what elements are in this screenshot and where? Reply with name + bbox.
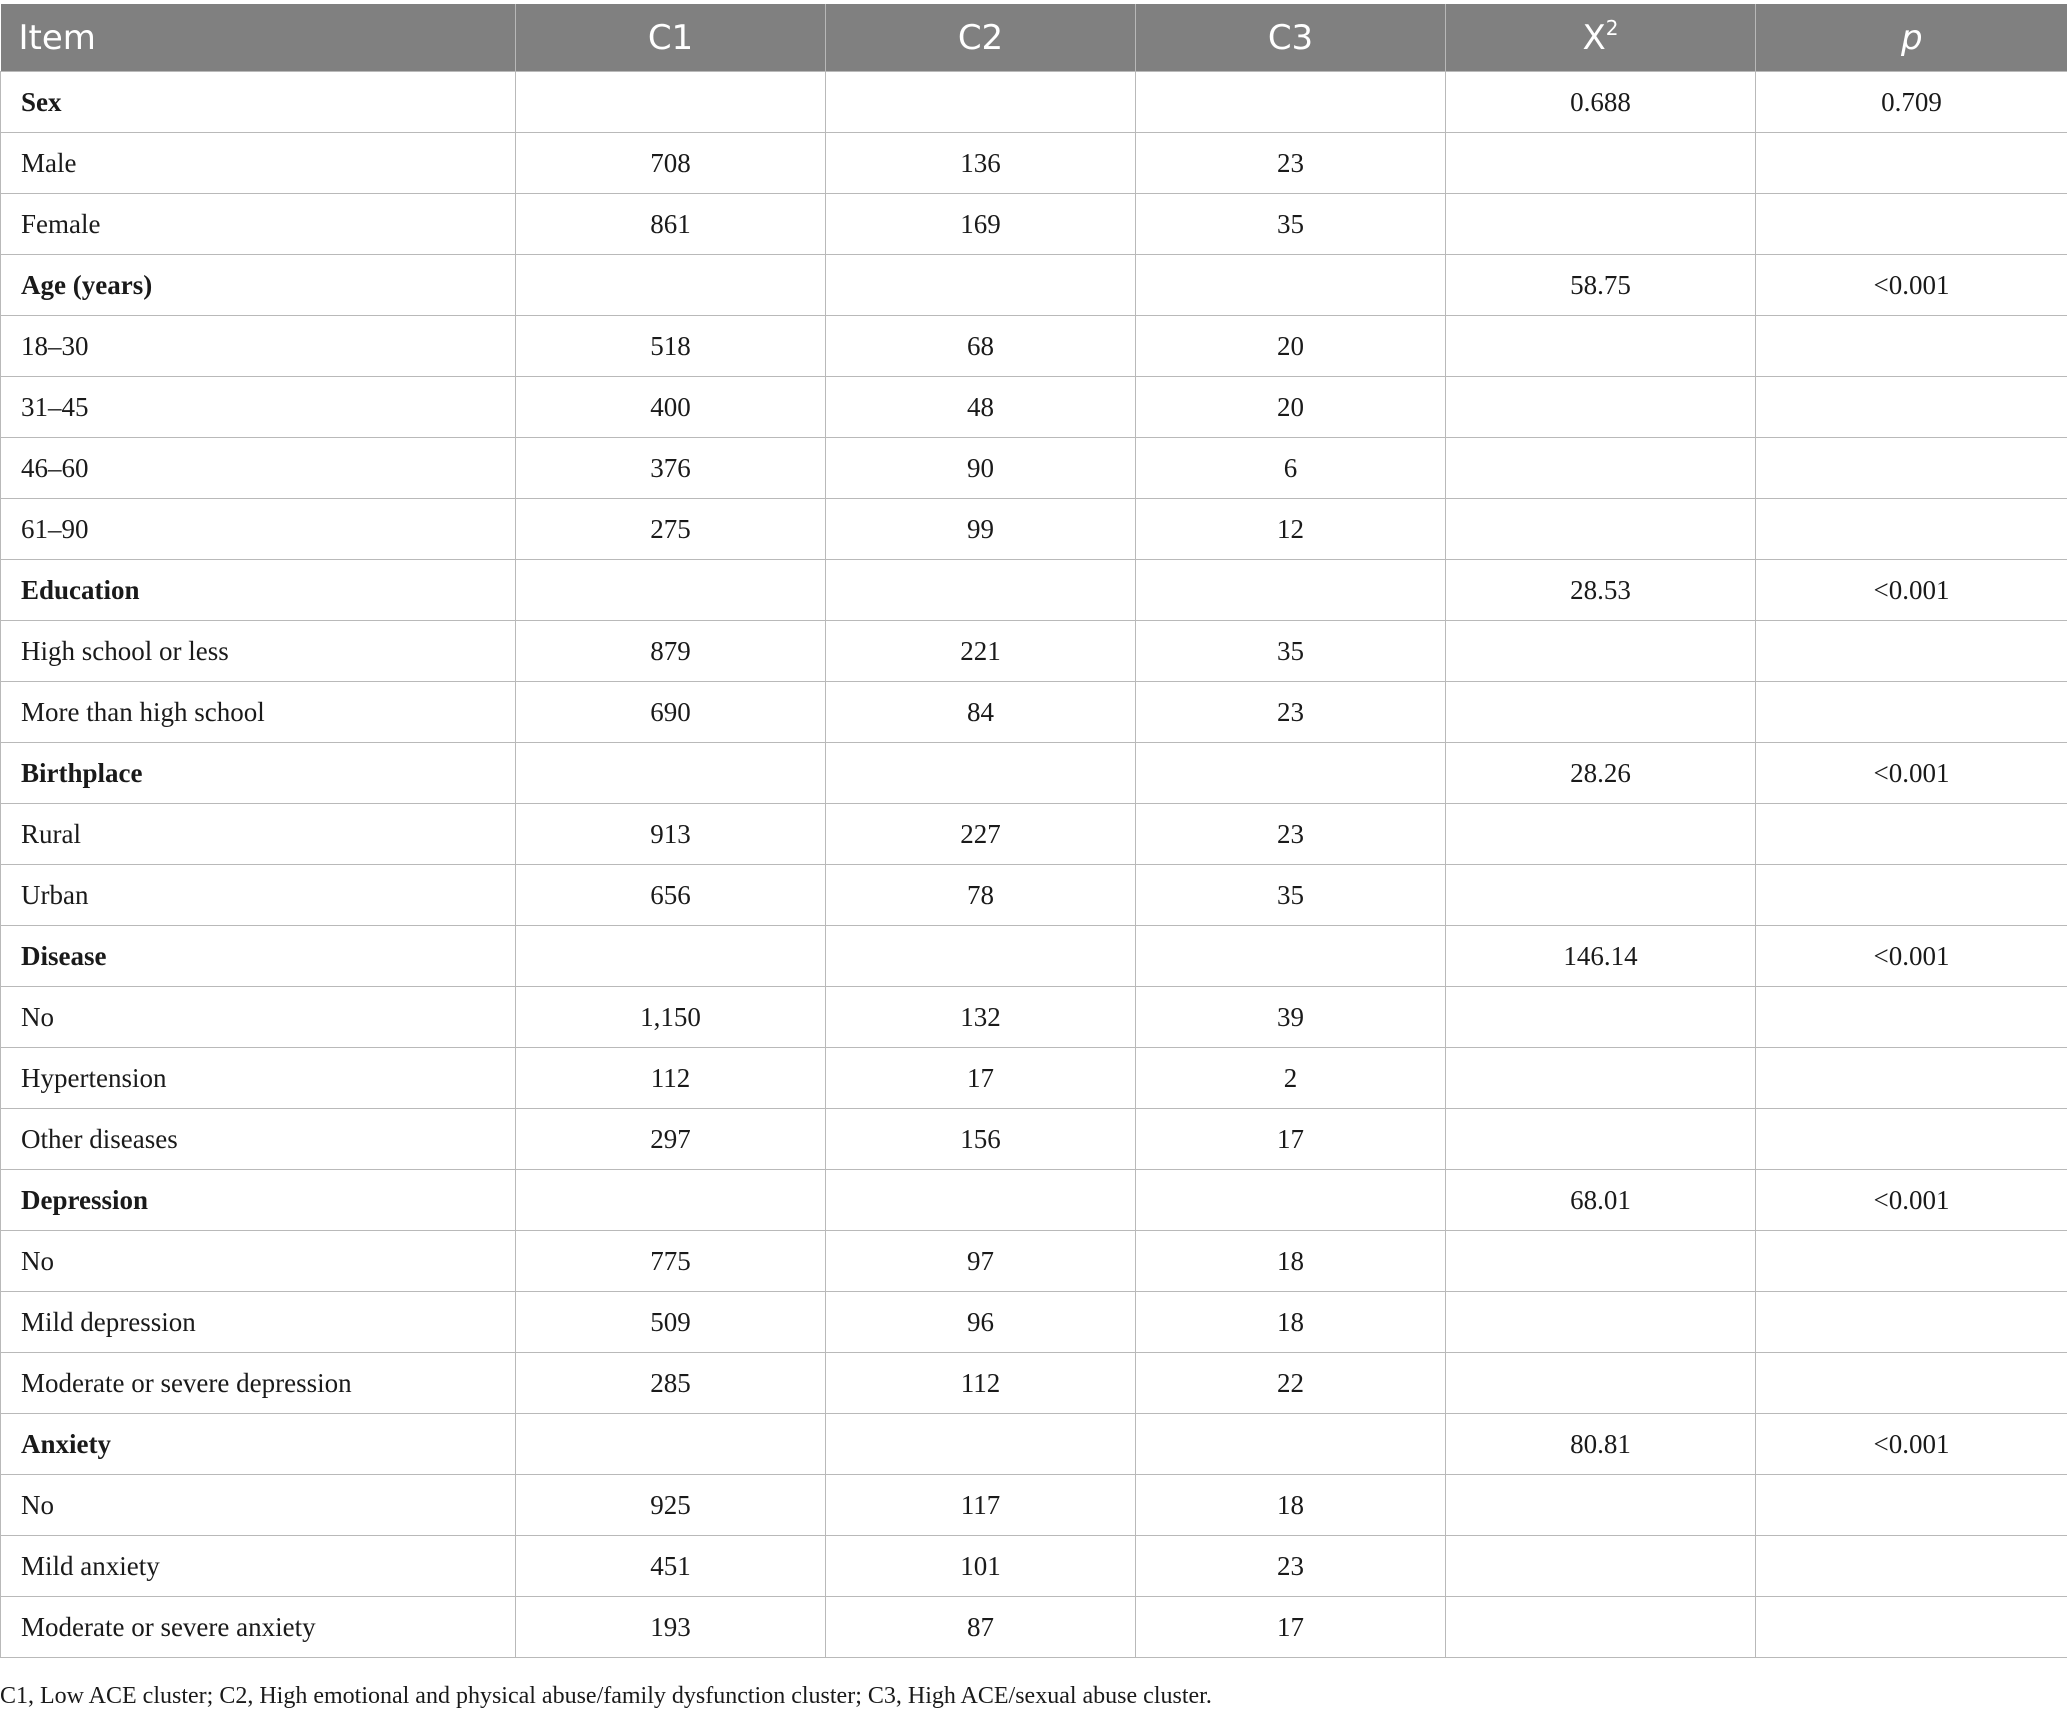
row-label: Mild anxiety — [1, 1536, 516, 1597]
cell-c1: 285 — [516, 1353, 826, 1414]
cell-p-value — [1756, 621, 2067, 682]
cell-c1: 193 — [516, 1597, 826, 1658]
cell-p-value — [1756, 377, 2067, 438]
cell-c3: 2 — [1136, 1048, 1446, 1109]
cell-c2 — [826, 255, 1136, 316]
table-container — [0, 4, 2067, 1658]
cell-c3 — [1136, 255, 1446, 316]
cell-p-value — [1756, 1231, 2067, 1292]
row-label: High school or less — [1, 621, 516, 682]
cell-chi-square — [1446, 499, 1756, 560]
cell-c2: 99 — [826, 499, 1136, 560]
cell-c3 — [1136, 926, 1446, 987]
cell-c1 — [516, 72, 826, 133]
row-label: 18–30 — [1, 316, 516, 377]
cell-c2: 136 — [826, 133, 1136, 194]
header-chi-square — [1446, 4, 1756, 72]
row-label: Sex — [1, 72, 516, 133]
table-row — [1, 682, 2067, 743]
cell-c1 — [516, 255, 826, 316]
cell-chi-square — [1446, 1536, 1756, 1597]
row-label: No — [1, 1475, 516, 1536]
table-row — [1, 1475, 2067, 1536]
table-row — [1, 194, 2067, 255]
cell-c1: 879 — [516, 621, 826, 682]
cell-p-value — [1756, 194, 2067, 255]
header-p: p — [1756, 4, 2067, 72]
cell-c1: 518 — [516, 316, 826, 377]
cell-c1: 400 — [516, 377, 826, 438]
table-footnote: C1, Low ACE cluster; C2, High emotional and physical abuse/family dysfunction cluster; C3, High ACE/sexual abuse cluster. — [0, 1683, 1212, 1709]
cell-c3: 23 — [1136, 682, 1446, 743]
cell-p-value — [1756, 682, 2067, 743]
cell-c1: 925 — [516, 1475, 826, 1536]
cell-p-value — [1756, 1353, 2067, 1414]
cell-c3: 18 — [1136, 1231, 1446, 1292]
cell-c1 — [516, 1414, 826, 1475]
cell-chi-square: 146.14 — [1446, 926, 1756, 987]
row-label: Depression — [1, 1170, 516, 1231]
cell-c2: 112 — [826, 1353, 1136, 1414]
cell-chi-square: 28.26 — [1446, 743, 1756, 804]
cell-p-value — [1756, 1048, 2067, 1109]
table-row — [1, 133, 2067, 194]
cell-c3 — [1136, 560, 1446, 621]
cell-p-value — [1756, 865, 2067, 926]
table-row — [1, 1353, 2067, 1414]
cell-chi-square — [1446, 987, 1756, 1048]
cell-p-value: <0.001 — [1756, 926, 2067, 987]
cell-c3: 35 — [1136, 194, 1446, 255]
row-label: No — [1, 1231, 516, 1292]
cell-c1: 913 — [516, 804, 826, 865]
cell-c2: 87 — [826, 1597, 1136, 1658]
cell-chi-square: 68.01 — [1446, 1170, 1756, 1231]
table-row — [1, 438, 2067, 499]
cell-p-value — [1756, 1475, 2067, 1536]
table-group-row — [1, 255, 2067, 316]
table-row — [1, 621, 2067, 682]
table-row — [1, 1109, 2067, 1170]
row-label: Age (years) — [1, 255, 516, 316]
header-c3: C3 — [1136, 4, 1446, 72]
table-group-row — [1, 743, 2067, 804]
cell-c3: 23 — [1136, 804, 1446, 865]
cell-c1: 451 — [516, 1536, 826, 1597]
row-label: Education — [1, 560, 516, 621]
cell-c2 — [826, 560, 1136, 621]
cell-p-value — [1756, 499, 2067, 560]
cell-c2: 132 — [826, 987, 1136, 1048]
cell-p-value: <0.001 — [1756, 560, 2067, 621]
cell-c3: 22 — [1136, 1353, 1446, 1414]
table-row — [1, 987, 2067, 1048]
cell-c2: 227 — [826, 804, 1136, 865]
cell-c2 — [826, 72, 1136, 133]
cell-chi-square — [1446, 1597, 1756, 1658]
cell-c1: 775 — [516, 1231, 826, 1292]
cell-c2: 84 — [826, 682, 1136, 743]
cell-p-value — [1756, 1292, 2067, 1353]
row-label: More than high school — [1, 682, 516, 743]
cell-p-value — [1756, 1536, 2067, 1597]
cell-c2: 156 — [826, 1109, 1136, 1170]
cell-p-value: <0.001 — [1756, 1170, 2067, 1231]
cell-c1 — [516, 560, 826, 621]
cell-chi-square — [1446, 377, 1756, 438]
table-row — [1, 377, 2067, 438]
cell-p-value: <0.001 — [1756, 1414, 2067, 1475]
cell-c2: 221 — [826, 621, 1136, 682]
cell-c1 — [516, 743, 826, 804]
row-label: No — [1, 987, 516, 1048]
cell-chi-square: 58.75 — [1446, 255, 1756, 316]
cell-chi-square — [1446, 1109, 1756, 1170]
row-label: Mild depression — [1, 1292, 516, 1353]
cell-c1: 297 — [516, 1109, 826, 1170]
table-row — [1, 1048, 2067, 1109]
cell-c2 — [826, 1414, 1136, 1475]
row-label: 31–45 — [1, 377, 516, 438]
table-group-row — [1, 72, 2067, 133]
header-item: Item — [1, 4, 516, 72]
cell-chi-square — [1446, 316, 1756, 377]
cell-chi-square — [1446, 621, 1756, 682]
table-row — [1, 1231, 2067, 1292]
cell-c2: 17 — [826, 1048, 1136, 1109]
row-label: Other diseases — [1, 1109, 516, 1170]
row-label: 61–90 — [1, 499, 516, 560]
cell-c1: 112 — [516, 1048, 826, 1109]
cell-c2: 90 — [826, 438, 1136, 499]
cell-c1: 656 — [516, 865, 826, 926]
cell-c3: 12 — [1136, 499, 1446, 560]
cell-c3 — [1136, 743, 1446, 804]
header-c2: C2 — [826, 4, 1136, 72]
cell-c3 — [1136, 1170, 1446, 1231]
cell-c1: 708 — [516, 133, 826, 194]
table-row — [1, 865, 2067, 926]
cell-p-value: 0.709 — [1756, 72, 2067, 133]
cell-c1: 275 — [516, 499, 826, 560]
cell-p-value — [1756, 316, 2067, 377]
cell-c3: 18 — [1136, 1475, 1446, 1536]
cell-chi-square — [1446, 804, 1756, 865]
cell-c1: 1,150 — [516, 987, 826, 1048]
row-label: 46–60 — [1, 438, 516, 499]
row-label: Female — [1, 194, 516, 255]
cell-chi-square: 28.53 — [1446, 560, 1756, 621]
cell-c1 — [516, 926, 826, 987]
cell-c2 — [826, 1170, 1136, 1231]
row-label: Disease — [1, 926, 516, 987]
cell-c2: 97 — [826, 1231, 1136, 1292]
cell-c2: 169 — [826, 194, 1136, 255]
cell-chi-square — [1446, 438, 1756, 499]
cell-p-value — [1756, 1597, 2067, 1658]
cell-chi-square — [1446, 1475, 1756, 1536]
header-chi-square-label: X — [1582, 17, 1606, 58]
header-chi-square-superscript: 2 — [1605, 15, 1619, 40]
cell-chi-square — [1446, 133, 1756, 194]
cell-chi-square — [1446, 1353, 1756, 1414]
cell-p-value — [1756, 987, 2067, 1048]
cell-c1: 376 — [516, 438, 826, 499]
cell-c3: 23 — [1136, 1536, 1446, 1597]
cell-chi-square — [1446, 865, 1756, 926]
cell-c2: 78 — [826, 865, 1136, 926]
table-group-row — [1, 1414, 2067, 1475]
cell-c2: 48 — [826, 377, 1136, 438]
cell-c3: 35 — [1136, 621, 1446, 682]
cell-chi-square — [1446, 194, 1756, 255]
cell-c2: 96 — [826, 1292, 1136, 1353]
row-label: Birthplace — [1, 743, 516, 804]
row-label: Rural — [1, 804, 516, 865]
table-row — [1, 1292, 2067, 1353]
cell-c3: 17 — [1136, 1597, 1446, 1658]
table-body — [1, 72, 2067, 1658]
cell-c3 — [1136, 72, 1446, 133]
table-row — [1, 804, 2067, 865]
cell-chi-square — [1446, 682, 1756, 743]
cell-chi-square — [1446, 1048, 1756, 1109]
cell-c2: 117 — [826, 1475, 1136, 1536]
table-row — [1, 1536, 2067, 1597]
cell-p-value — [1756, 1109, 2067, 1170]
cell-c3: 23 — [1136, 133, 1446, 194]
data-table — [0, 4, 2067, 1658]
cell-c2 — [826, 743, 1136, 804]
header-c1: C1 — [516, 4, 826, 72]
cell-c1: 861 — [516, 194, 826, 255]
table-group-row — [1, 926, 2067, 987]
cell-c1: 509 — [516, 1292, 826, 1353]
header-row — [1, 4, 2067, 72]
cell-chi-square — [1446, 1292, 1756, 1353]
cell-c3 — [1136, 1414, 1446, 1475]
cell-p-value — [1756, 438, 2067, 499]
row-label: Moderate or severe depression — [1, 1353, 516, 1414]
table-row — [1, 499, 2067, 560]
table-group-row — [1, 560, 2067, 621]
cell-c3: 35 — [1136, 865, 1446, 926]
cell-chi-square — [1446, 1231, 1756, 1292]
cell-c1 — [516, 1170, 826, 1231]
row-label: Moderate or severe anxiety — [1, 1597, 516, 1658]
cell-c3: 39 — [1136, 987, 1446, 1048]
cell-chi-square: 0.688 — [1446, 72, 1756, 133]
cell-c2: 68 — [826, 316, 1136, 377]
cell-c3: 6 — [1136, 438, 1446, 499]
cell-c2: 101 — [826, 1536, 1136, 1597]
cell-chi-square: 80.81 — [1446, 1414, 1756, 1475]
row-label: Anxiety — [1, 1414, 516, 1475]
cell-c1: 690 — [516, 682, 826, 743]
table-row — [1, 316, 2067, 377]
row-label: Urban — [1, 865, 516, 926]
cell-c2 — [826, 926, 1136, 987]
cell-c3: 20 — [1136, 377, 1446, 438]
row-label: Hypertension — [1, 1048, 516, 1109]
cell-c3: 17 — [1136, 1109, 1446, 1170]
table-row — [1, 1597, 2067, 1658]
cell-p-value — [1756, 133, 2067, 194]
cell-p-value — [1756, 804, 2067, 865]
cell-c3: 20 — [1136, 316, 1446, 377]
cell-c3: 18 — [1136, 1292, 1446, 1353]
row-label: Male — [1, 133, 516, 194]
cell-p-value: <0.001 — [1756, 255, 2067, 316]
cell-p-value: <0.001 — [1756, 743, 2067, 804]
table-group-row — [1, 1170, 2067, 1231]
